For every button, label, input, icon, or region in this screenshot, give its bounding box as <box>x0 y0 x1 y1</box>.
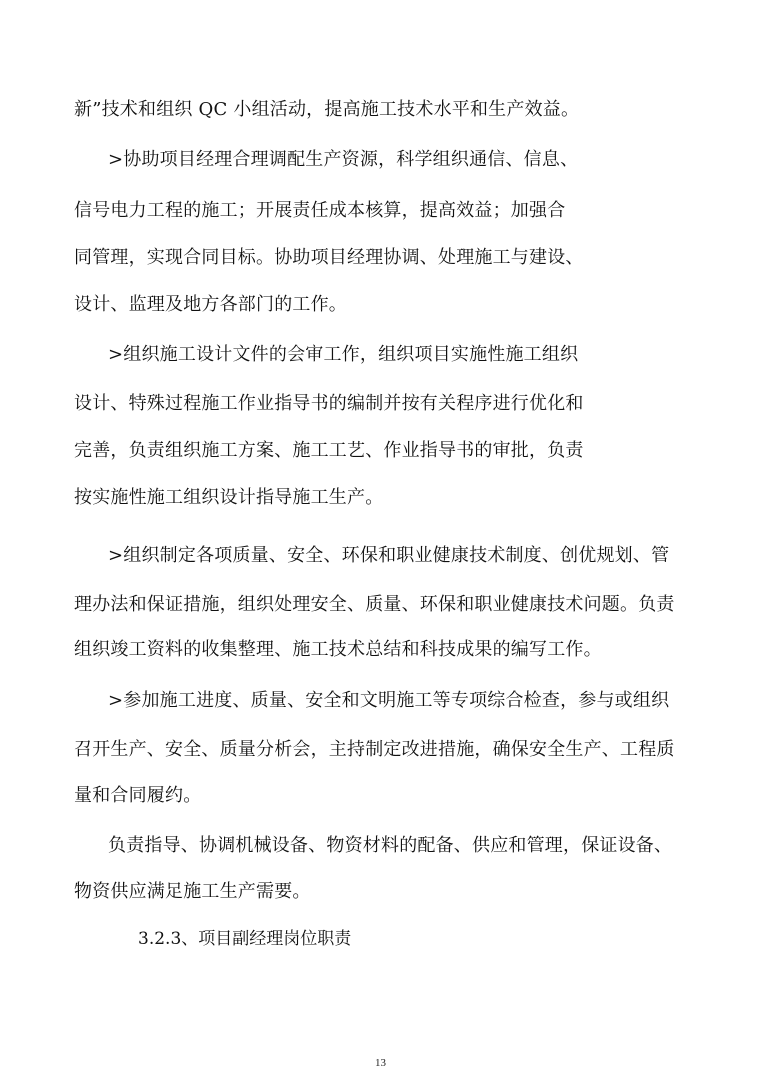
paragraph-line: >组织施工设计文件的会审工作，组织项目实施性施工组织 <box>108 344 579 365</box>
paragraph-line: 物资供应满足施工生产需要。 <box>74 881 311 902</box>
paragraph-line: 设计、监理及地方各部门的工作。 <box>74 294 347 315</box>
paragraph-line: >组织制定各项质量、安全、环保和职业健康技术制度、创优规划、管 <box>108 545 670 566</box>
paragraph-line: 同管理，实现合同目标。协助项目经理协调、处理施工与建设、 <box>74 247 584 268</box>
paragraph-line: 完善，负责组织施工方案、施工工艺、作业指导书的审批，负责 <box>74 440 584 461</box>
page-number: 13 <box>375 1057 386 1069</box>
paragraph-line: 新”技术和组织 QC 小组活动，提高施工技术水平和生产效益。 <box>74 99 580 120</box>
paragraph-line: 理办法和保证措施，组织处理安全、质量、环保和职业健康技术问题。负责 <box>74 594 675 615</box>
paragraph-line: 设计、特殊过程施工作业指导书的编制并按有关程序进行优化和 <box>74 393 584 414</box>
paragraph-line: 量和合同履约。 <box>74 785 202 806</box>
paragraph-line: 组织竣工资料的收集整理、施工技术总结和科技成果的编写工作。 <box>74 639 602 660</box>
paragraph-line: 召开生产、安全、质量分析会，主持制定改进措施，确保安全生产、工程质 <box>74 739 675 760</box>
section-heading: 3.2.3、项目副经理岗位职责 <box>138 929 352 949</box>
paragraph-line: 按实施性施工组织设计指导施工生产。 <box>74 487 384 508</box>
paragraph-line: 信号电力工程的施工；开展责任成本核算，提高效益；加强合 <box>74 200 566 221</box>
paragraph-line: 负责指导、协调机械设备、物资材料的配备、供应和管理，保证设备、 <box>108 835 673 856</box>
paragraph-line: >协助项目经理合理调配生产资源，科学组织通信、信息、 <box>108 149 579 170</box>
paragraph-line: >参加施工进度、质量、安全和文明施工等专项综合检查，参与或组织 <box>108 690 670 711</box>
